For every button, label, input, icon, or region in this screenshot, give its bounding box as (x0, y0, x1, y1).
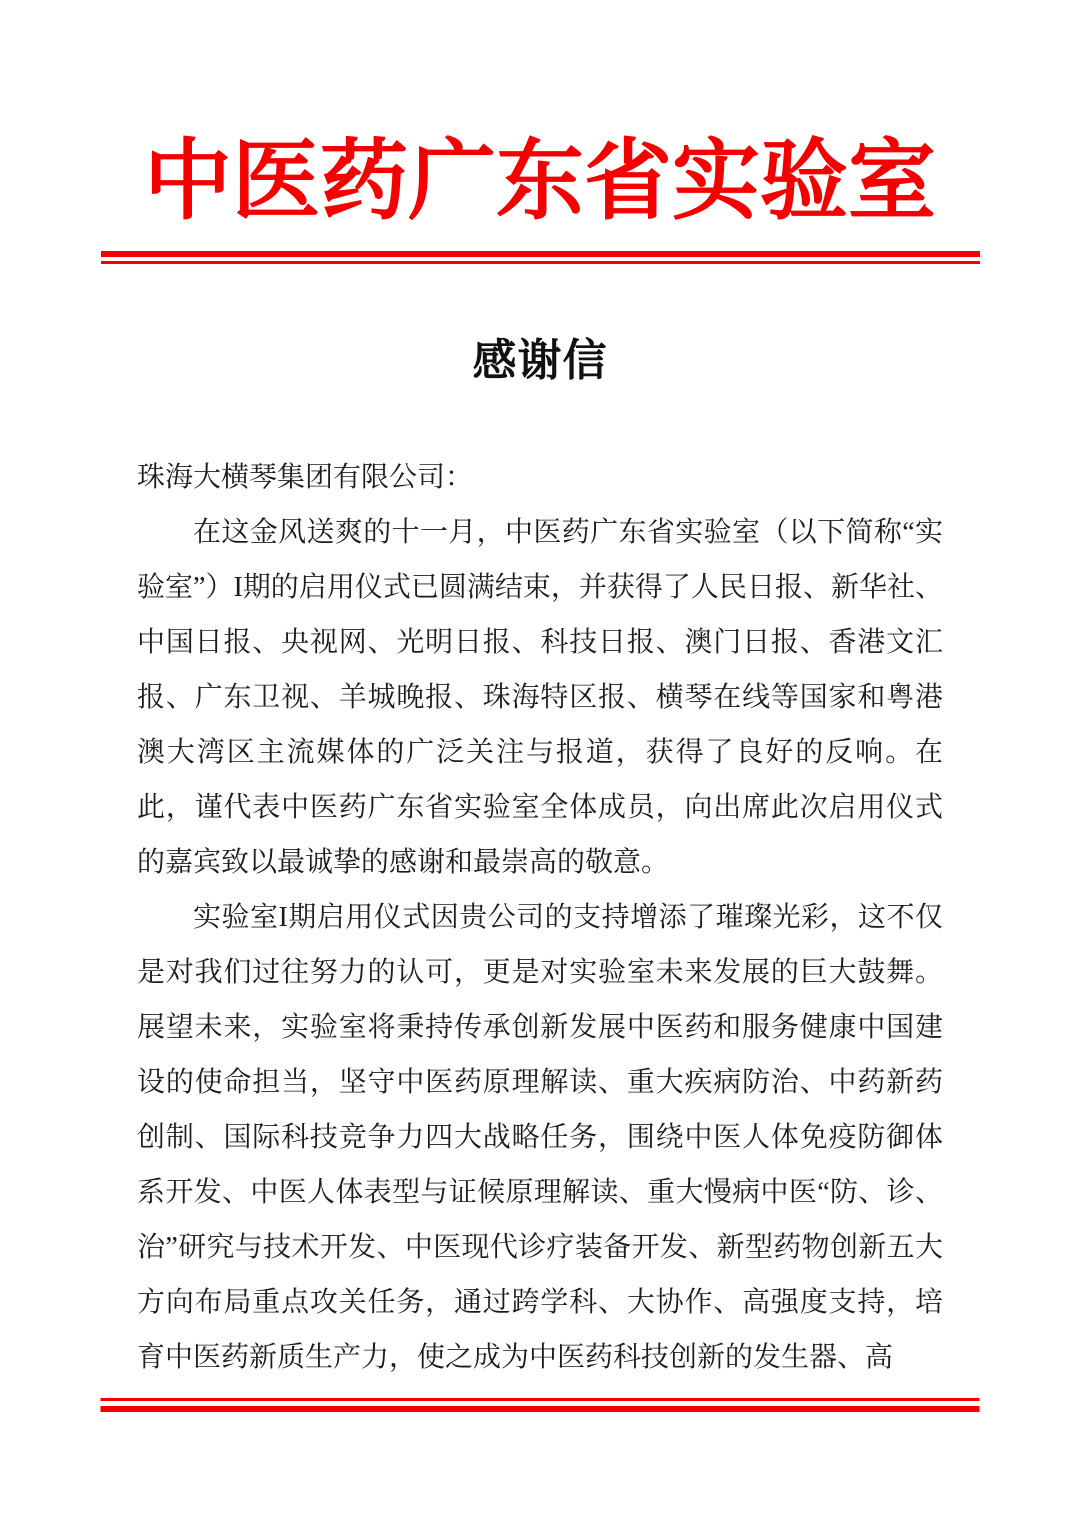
salutation: 珠海大横琴集团有限公司： (137, 462, 474, 494)
letter-body (137, 450, 943, 1385)
footer-double-rule (101, 1398, 980, 1412)
footer-rule-thick-line (101, 1406, 980, 1412)
document-title: 感谢信 (472, 336, 608, 386)
letterhead (0, 0, 1080, 229)
body-paragraph-2: 实验室I期启用仪式因贵公司的支持增添了璀璨光彩，这不仅是对我们过往努力的认可，更是对实验室未来发展的巨大鼓舞。展望未来，实验室将秉持传承创新发展中医药和服务健康中国建设的使命担当，坚守中医药原理解读、重大疾病防治、中药新药创制、国际科技竞争力四大战略任务，围绕中医人体免疫防御体系开发、中医人体表型与证候原理解读、重大慢病中医“防、诊、治”研究与技术开发、中医现代诊疗装备开发、新型药物创新五大方向布局重点攻关任务，通过跨学科、大协作、高强度支持，培育中医药新质生产力，使之成为中医药科技创新的发生器、高 (137, 902, 943, 1374)
header-double-rule (101, 251, 980, 264)
body-paragraph-1: 在这金风送爽的十一月，中医药广东省实验室（以下简称“实验室”）I期的启用仪式已圆满结束，并获得了人民日报、新华社、中国日报、央视网、光明日报、科技日报、澳门日报、香港文汇报、广东卫视、羊城晚报、珠海特区报、横琴在线等国家和粤港澳大湾区主流媒体的广泛关注与报道，获得了良好的反响。在此，谨代表中医药广东省实验室全体成员，向出席此次启用仪式的嘉宾致以最诚挚的感谢和最崇高的敬意。 (137, 517, 943, 879)
letterhead-title: 中医药广东省实验室 (143, 134, 936, 231)
header-rule-thin-line (101, 261, 980, 264)
